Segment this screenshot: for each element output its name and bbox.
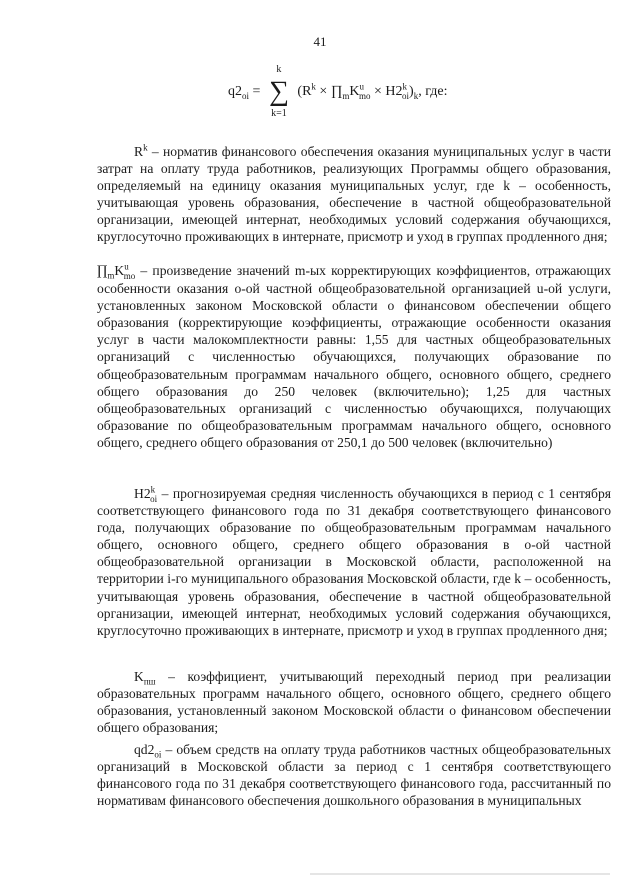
paragraph-rk: $R^k$ – норматив финансового обеспечения оказания муниципальных услуг в части затрат на оплату труда работников, реализующих Программы общего образования, определяемый на единицу оказания муниципальных услуг, где k – особенность, учитывающая уровень образования, обеспечение в частной общеобразовательной организации, имеющей интернат, необходимых условий содержания обучающихся, круглосуточно проживающих в интернате, присмотр и уход в группах продленного дня;: [97, 142, 611, 245]
symbol-rk: $R^k$: [134, 142, 148, 159]
scan-artifact-line: [310, 873, 610, 875]
paragraph-kpsh: $K_{пш}$ – коэффициент, учитывающий переходный период при реализации образовательных программ начального общего, основного общего, среднего общего образования, установленный законом Московской области о финансовом обеспечении общего образования;: [97, 669, 611, 736]
formula: [228, 64, 448, 119]
symbol-kpsh: $K_{пш}$: [134, 669, 156, 687]
formula-body: ($R^k$ × $\prod_mK^u_{mo} \times H2^k_{oi})_k$, где:: [297, 81, 448, 101]
symbol-qd2: $qd2_{oi}$: [134, 742, 162, 760]
sum-symbol: k ∑ k=1: [268, 64, 289, 119]
formula-lhs: $q2_{oi}$ =: [228, 84, 261, 101]
paragraph-h2: $H2^k_{oi}$ – прогнозируемая средняя численность обучающихся в период с 1 сентября соответствующего финансового года по 31 декабря соответствующего финансового года, получающих образование по общеобразовательным программам начального общего, основного общего, среднего общего образования в о-ой частной общеобразовательной организации в Московской области, расположенной на территории i-го муниципального образования Московской области, где k – особенность, учитывающая уровень образования, обеспечение в частной общеобразовательной организации, имеющей интернат, необходимых условий содержания обучающихся, круглосуточно проживающих в интернате, присмотр и уход в группах продленного дня;: [97, 484, 611, 638]
paragraph-coefficients: $\prod_mK^u_{mo}$ – произведение значений m-ых корректирующих коэффициентов, отражающих особенности оказания о-ой частной общеобразовательной организацией u-ой услуги, установленных законом Московской области о финансовом обеспечении общего образования (корректирующие коэффициенты, отражающие особенности оказания услуг в части малокомплектности равны: 1,55 для частных общеобразовательных организаций с численностью обучающихся, получающих образование по общеобразовательным программам начального общего, основного общего, среднего общего образования до 250 человек (включительно); 1,25 для частных общеобразовательных организаций с численностью обучающихся, получающих образование по общеобразовательным программам начального общего, основного общего, среднего общего образования от 250,1 до 500 человек (включительно): [97, 261, 611, 450]
symbol-h2: $H2^k_{oi}$: [134, 484, 158, 504]
paragraph-qd2: $qd2_{oi}$ – объем средств на оплату труда работников частных общеобразовательных организаций в Московской области за период с 1 сентября соответствующего финансового года по 31 декабря соответствующего финансового года, рассчитанный по нормативам финансового обеспечения дошкольного образования в муниципальных: [97, 742, 611, 809]
page-number: 41: [313, 34, 327, 49]
symbol-product-k: $\prod_mK^u_{mo}$: [97, 261, 136, 281]
